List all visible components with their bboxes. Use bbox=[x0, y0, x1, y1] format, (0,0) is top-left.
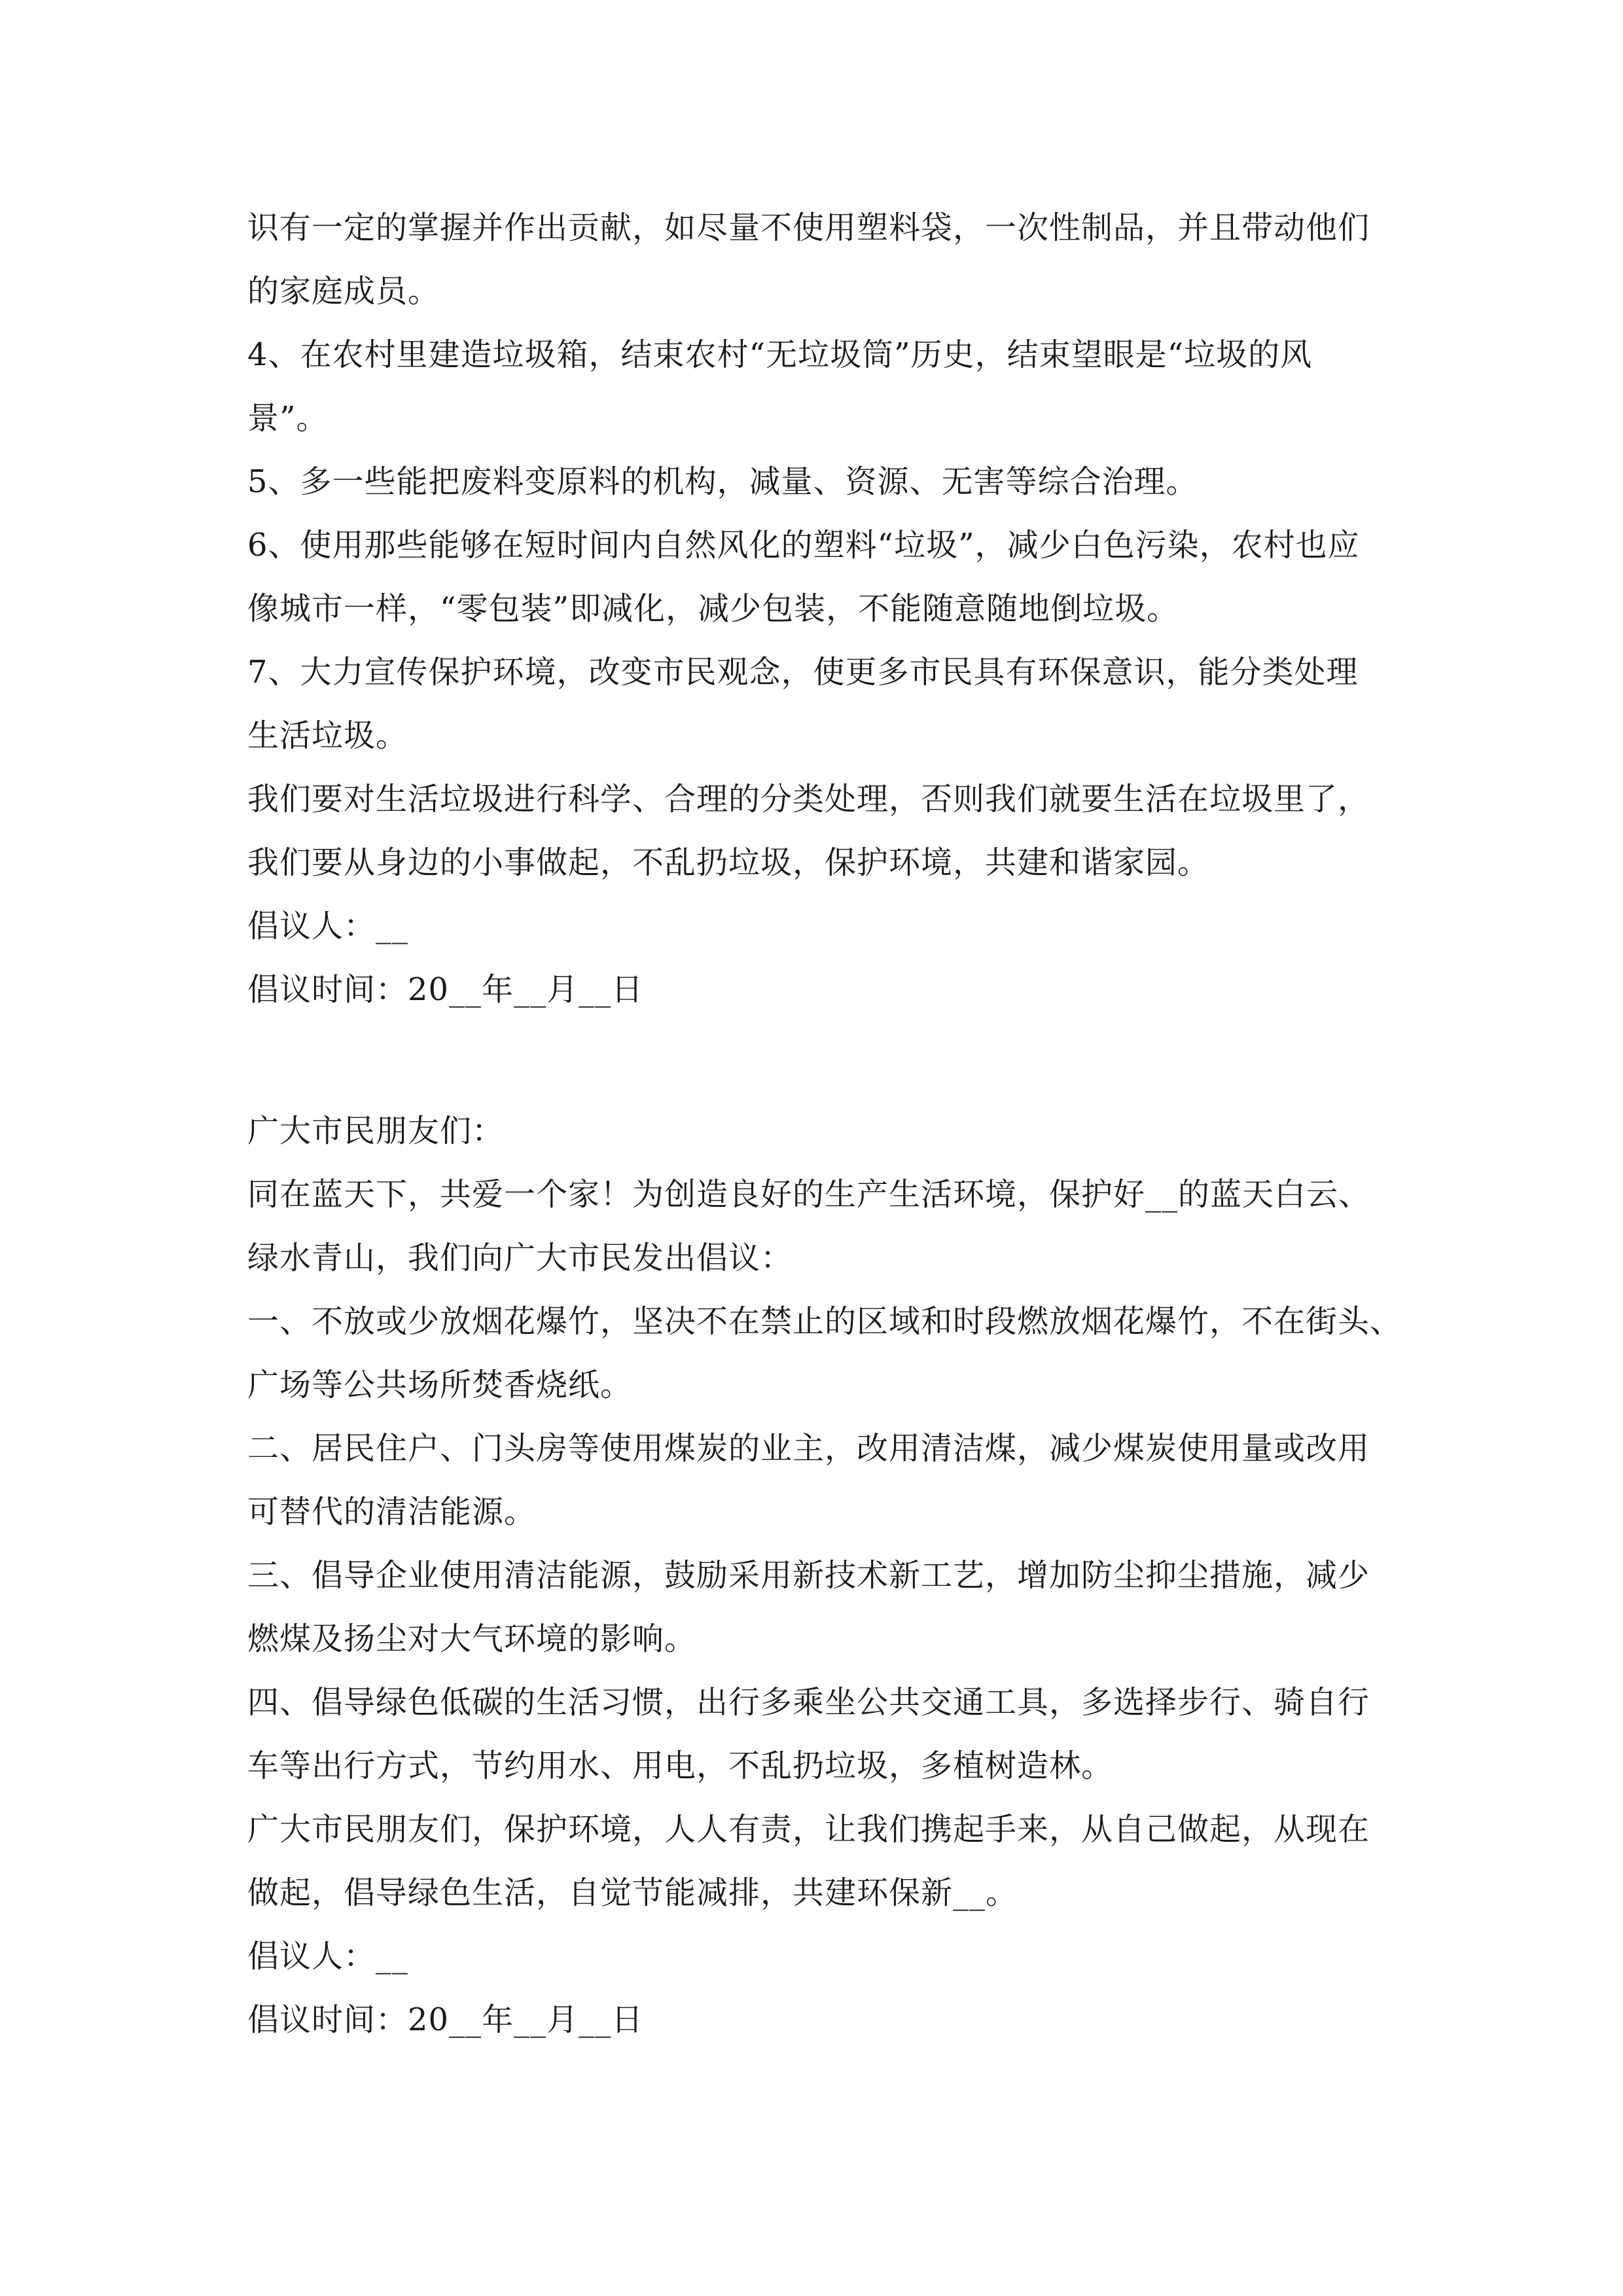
text-line: 绿水青山，我们向广大市民发出倡议： bbox=[247, 1240, 793, 1276]
text-line: 可替代的清洁能源。 bbox=[247, 1494, 537, 1530]
text-line: 做起，倡导绿色生活，自觉节能减排，共建环保新__。 bbox=[247, 1874, 1018, 1911]
text-line: 识有一定的掌握并作出贡献，如尽量不使用塑料袋，一次性制品，并且带动他们 bbox=[247, 209, 1370, 246]
proposal-date-line: 倡议时间：20__年__月__日 bbox=[247, 971, 644, 1008]
text-line: 三、倡导企业使用清洁能源，鼓励采用新技术新工艺，增加防尘抑尘措施，减少 bbox=[247, 1557, 1370, 1594]
proposal-date-line: 倡议时间：20__年__月__日 bbox=[247, 2001, 644, 2038]
proposal-section-1 bbox=[247, 196, 1386, 1022]
text-line: 像城市一样，“零包装”即减化，减少包装，不能随意随地倒垃圾。 bbox=[247, 590, 1179, 627]
text-line: 二、居民住户、门头房等使用煤炭的业主，改用清洁煤，减少煤炭使用量或改用 bbox=[247, 1430, 1370, 1467]
text-line: 的家庭成员。 bbox=[247, 273, 440, 310]
text-line: 4、在农村里建造垃圾箱，结束农村“无垃圾筒”历史，结束望眼是“垃圾的风 bbox=[247, 336, 1313, 373]
text-line: 景”。 bbox=[247, 400, 329, 437]
proposer-line: 倡议人：__ bbox=[247, 908, 409, 944]
text-line: 我们要对生活垃圾进行科学、合理的分类处理，否则我们就要生活在垃圾里了， bbox=[247, 781, 1370, 817]
text-line: 同在蓝天下，共爱一个家！为创造良好的生产生活环境，保护好__的蓝天白云、 bbox=[247, 1176, 1371, 1213]
text-line: 四、倡导绿色低碳的生活习惯，出行多乘坐公共交通工具，多选择步行、骑自行 bbox=[247, 1684, 1370, 1721]
text-line: 5、多一些能把废料变原料的机构，减量、资源、无害等综合治理。 bbox=[247, 463, 1198, 500]
text-line: 燃煤及扬尘对大气环境的影响。 bbox=[247, 1621, 697, 1657]
salutation: 广大市民朋友们： bbox=[247, 1113, 505, 1149]
proposer-line: 倡议人：__ bbox=[247, 1938, 409, 1975]
text-line: 生活垃圾。 bbox=[247, 717, 408, 754]
text-line: 6、使用那些能够在短时间内自然风化的塑料“垃圾”，减少白色污染，农村也应 bbox=[247, 527, 1360, 564]
text-line: 7、大力宣传保护环境，改变市民观念，使更多市民具有环保意识，能分类处理 bbox=[247, 654, 1359, 691]
text-line: 广场等公共场所焚香烧纸。 bbox=[247, 1367, 633, 1403]
proposal-section-2 bbox=[247, 1100, 1402, 2052]
text-line: 广大市民朋友们，保护环境，人人有责，让我们携起手来，从自己做起，从现在 bbox=[247, 1811, 1370, 1848]
text-line: 车等出行方式，节约用水、用电，不乱扔垃圾，多植树造林。 bbox=[247, 1748, 1114, 1784]
text-line: 一、不放或少放烟花爆竹，坚决不在禁止的区域和时段燃放烟花爆竹，不在街头、 bbox=[247, 1303, 1402, 1340]
text-line: 我们要从身边的小事做起，不乱扔垃圾，保护环境，共建和谐家园。 bbox=[247, 844, 1210, 881]
